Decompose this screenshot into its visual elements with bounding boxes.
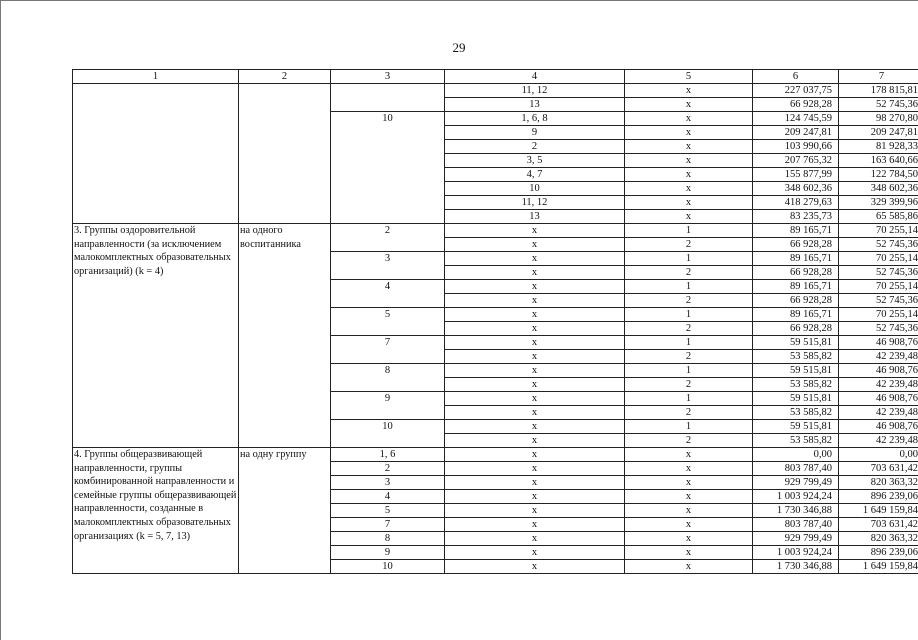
table-cell: х: [625, 518, 753, 532]
table-cell: 52 745,36: [839, 238, 918, 252]
table-cell: [331, 84, 445, 112]
table-cell: х: [625, 560, 753, 574]
table-cell: х: [445, 350, 625, 364]
table-cell: 52 745,36: [839, 322, 918, 336]
table-cell: х: [625, 196, 753, 210]
header-cell: 6: [753, 70, 839, 84]
table-cell: х: [445, 434, 625, 448]
table-cell: х: [625, 546, 753, 560]
group-unit: на одного воспитанника: [239, 224, 331, 448]
table-cell: 124 745,59: [753, 112, 839, 126]
table-cell: х: [445, 420, 625, 434]
header-cell: 5: [625, 70, 753, 84]
table-cell: 1: [625, 364, 753, 378]
table-cell: х: [625, 448, 753, 462]
table-cell: х: [625, 168, 753, 182]
table-cell: 2: [625, 406, 753, 420]
table-cell: 2: [625, 266, 753, 280]
table-row: [73, 448, 918, 462]
table-cell: 8: [331, 532, 445, 546]
table-cell: [73, 84, 239, 224]
header-cell: 2: [239, 70, 331, 84]
table-cell: 66 928,28: [753, 266, 839, 280]
table-row: [73, 84, 918, 98]
table-cell: 1, 6, 8: [445, 112, 625, 126]
table-cell: х: [445, 532, 625, 546]
table-cell: х: [625, 182, 753, 196]
table-cell: х: [625, 532, 753, 546]
table-cell: 53 585,82: [753, 406, 839, 420]
table-cell: 2: [625, 294, 753, 308]
table-cell: 11, 12: [445, 196, 625, 210]
table-cell: 820 363,32: [839, 476, 918, 490]
table-cell: 66 928,28: [753, 322, 839, 336]
table-cell: 329 399,96: [839, 196, 918, 210]
table-cell: 70 255,14: [839, 280, 918, 294]
table-cell: х: [445, 392, 625, 406]
table-cell: 9: [445, 126, 625, 140]
table-cell: 122 784,50: [839, 168, 918, 182]
table-cell: 89 165,71: [753, 224, 839, 238]
table-cell: х: [445, 308, 625, 322]
table-cell: 89 165,71: [753, 280, 839, 294]
table-cell: 3: [331, 476, 445, 490]
page-number: 29: [452, 40, 466, 55]
header-row: [73, 70, 918, 84]
table-cell: 163 640,66: [839, 154, 918, 168]
table-cell: 803 787,40: [753, 462, 839, 476]
table-cell: х: [445, 490, 625, 504]
table-cell: 52 745,36: [839, 266, 918, 280]
table-cell: х: [445, 448, 625, 462]
table-cell: 4: [331, 490, 445, 504]
table-cell: 1 649 159,84: [839, 504, 918, 518]
table-cell: 3: [331, 252, 445, 280]
table-cell: 1: [625, 280, 753, 294]
table-cell: х: [445, 336, 625, 350]
table-cell: 83 235,73: [753, 210, 839, 224]
table-cell: 1 730 346,88: [753, 504, 839, 518]
table-cell: х: [625, 84, 753, 98]
table-cell: х: [445, 238, 625, 252]
group-title: 3. Группы оздоровительной направленности (за исключением малокомплектных образовательных организаций) (k = 4): [73, 224, 239, 448]
table-cell: 66 928,28: [753, 98, 839, 112]
table-cell: х: [445, 504, 625, 518]
header-cell: 1: [73, 70, 239, 84]
table-cell: х: [445, 476, 625, 490]
table-cell: 5: [331, 504, 445, 518]
table-cell: х: [445, 546, 625, 560]
table-cell: 65 585,86: [839, 210, 918, 224]
table-cell: 66 928,28: [753, 294, 839, 308]
table-cell: 703 631,42: [839, 518, 918, 532]
table-cell: х: [625, 98, 753, 112]
group-title: 4. Группы общеразвивающей направленности, группы комбинированной направленности и семейные группы общеразвивающей направленности, созданные в малокомплектных образовательных организациях (k = 5, 7, 13): [73, 448, 239, 574]
table-cell: 70 255,14: [839, 224, 918, 238]
scan-edge-top: [0, 0, 918, 1]
table-cell: 1: [625, 308, 753, 322]
table-cell: 348 602,36: [839, 182, 918, 196]
header-cell: 3: [331, 70, 445, 84]
table-cell: 1 003 924,24: [753, 490, 839, 504]
table-cell: 1 649 159,84: [839, 560, 918, 574]
table-cell: х: [445, 252, 625, 266]
table-cell: 348 602,36: [753, 182, 839, 196]
table-cell: 1 003 924,24: [753, 546, 839, 560]
table-cell: 53 585,82: [753, 378, 839, 392]
table-cell: 7: [331, 336, 445, 364]
table-cell: 70 255,14: [839, 308, 918, 322]
table-cell: 2: [625, 378, 753, 392]
table-cell: 2: [625, 350, 753, 364]
table-cell: х: [445, 322, 625, 336]
table-cell: 0,00: [753, 448, 839, 462]
table-cell: х: [445, 280, 625, 294]
table-cell: 178 815,81: [839, 84, 918, 98]
table-cell: 155 877,99: [753, 168, 839, 182]
table-cell: х: [445, 406, 625, 420]
table-cell: 10: [331, 420, 445, 448]
table-cell: 2: [625, 238, 753, 252]
table-cell: 52 745,36: [839, 294, 918, 308]
table-cell: 1: [625, 224, 753, 238]
table-cell: 896 239,06: [839, 490, 918, 504]
table-cell: х: [625, 490, 753, 504]
table-cell: 42 239,48: [839, 378, 918, 392]
table-cell: 52 745,36: [839, 98, 918, 112]
table-cell: 5: [331, 308, 445, 336]
table-cell: 2: [331, 462, 445, 476]
table-cell: 98 270,80: [839, 112, 918, 126]
table-cell: 703 631,42: [839, 462, 918, 476]
table-cell: 3, 5: [445, 154, 625, 168]
scan-edge-left: [0, 0, 1, 640]
table-cell: 9: [331, 392, 445, 420]
header-cell: 4: [445, 70, 625, 84]
table-cell: 10: [331, 560, 445, 574]
table-cell: 59 515,81: [753, 420, 839, 434]
table-cell: 4, 7: [445, 168, 625, 182]
table-cell: х: [445, 560, 625, 574]
table-cell: 227 037,75: [753, 84, 839, 98]
table-cell: 89 165,71: [753, 308, 839, 322]
table-cell: х: [625, 210, 753, 224]
table-cell: 1: [625, 420, 753, 434]
tariff-table: [72, 69, 918, 574]
table-cell: 13: [445, 210, 625, 224]
table-cell: 53 585,82: [753, 350, 839, 364]
table-cell: 209 247,81: [753, 126, 839, 140]
table-cell: х: [625, 112, 753, 126]
table-cell: 2: [625, 434, 753, 448]
table-cell: х: [625, 154, 753, 168]
table-cell: 0,00: [839, 448, 918, 462]
table-cell: 89 165,71: [753, 252, 839, 266]
table-cell: 10: [445, 182, 625, 196]
table-cell: 2: [625, 322, 753, 336]
table-cell: 1: [625, 252, 753, 266]
table-cell: 59 515,81: [753, 364, 839, 378]
table-cell: 59 515,81: [753, 392, 839, 406]
table-cell: х: [625, 126, 753, 140]
table-cell: 820 363,32: [839, 532, 918, 546]
table-cell: 66 928,28: [753, 238, 839, 252]
table-cell: 13: [445, 98, 625, 112]
table-cell: х: [625, 140, 753, 154]
table-cell: 209 247,81: [839, 126, 918, 140]
table-cell: 1 730 346,88: [753, 560, 839, 574]
table-cell: х: [625, 462, 753, 476]
table-cell: 42 239,48: [839, 406, 918, 420]
table-cell: 929 799,49: [753, 532, 839, 546]
table-cell: 896 239,06: [839, 546, 918, 560]
table-cell: х: [445, 294, 625, 308]
table-cell: 418 279,63: [753, 196, 839, 210]
table-cell: 59 515,81: [753, 336, 839, 350]
group-unit: на одну группу: [239, 448, 331, 574]
table-cell: 8: [331, 364, 445, 392]
table-cell: 1: [625, 392, 753, 406]
table-cell: 9: [331, 546, 445, 560]
table-cell: [239, 84, 331, 224]
table-cell: 929 799,49: [753, 476, 839, 490]
table-cell: 10: [331, 112, 445, 224]
table-cell: 46 908,76: [839, 336, 918, 350]
table-cell: 53 585,82: [753, 434, 839, 448]
table-cell: 7: [331, 518, 445, 532]
table-cell: х: [625, 504, 753, 518]
table-cell: 207 765,32: [753, 154, 839, 168]
table-cell: х: [445, 518, 625, 532]
table-cell: 46 908,76: [839, 364, 918, 378]
table-cell: 42 239,48: [839, 350, 918, 364]
table-cell: х: [445, 224, 625, 238]
table-cell: х: [625, 476, 753, 490]
table-cell: 103 990,66: [753, 140, 839, 154]
table-cell: 46 908,76: [839, 392, 918, 406]
table-cell: 11, 12: [445, 84, 625, 98]
table-cell: 4: [331, 280, 445, 308]
table-cell: 42 239,48: [839, 434, 918, 448]
table-cell: 46 908,76: [839, 420, 918, 434]
table-cell: 2: [331, 224, 445, 252]
table-cell: 1, 6: [331, 448, 445, 462]
table-cell: 81 928,33: [839, 140, 918, 154]
table-cell: х: [445, 378, 625, 392]
table-row: [73, 224, 918, 238]
table-cell: х: [445, 462, 625, 476]
table-cell: х: [445, 266, 625, 280]
table-cell: 1: [625, 336, 753, 350]
table-cell: 2: [445, 140, 625, 154]
table-cell: 70 255,14: [839, 252, 918, 266]
table-cell: х: [445, 364, 625, 378]
table-cell: 803 787,40: [753, 518, 839, 532]
header-cell: 7: [839, 70, 918, 84]
